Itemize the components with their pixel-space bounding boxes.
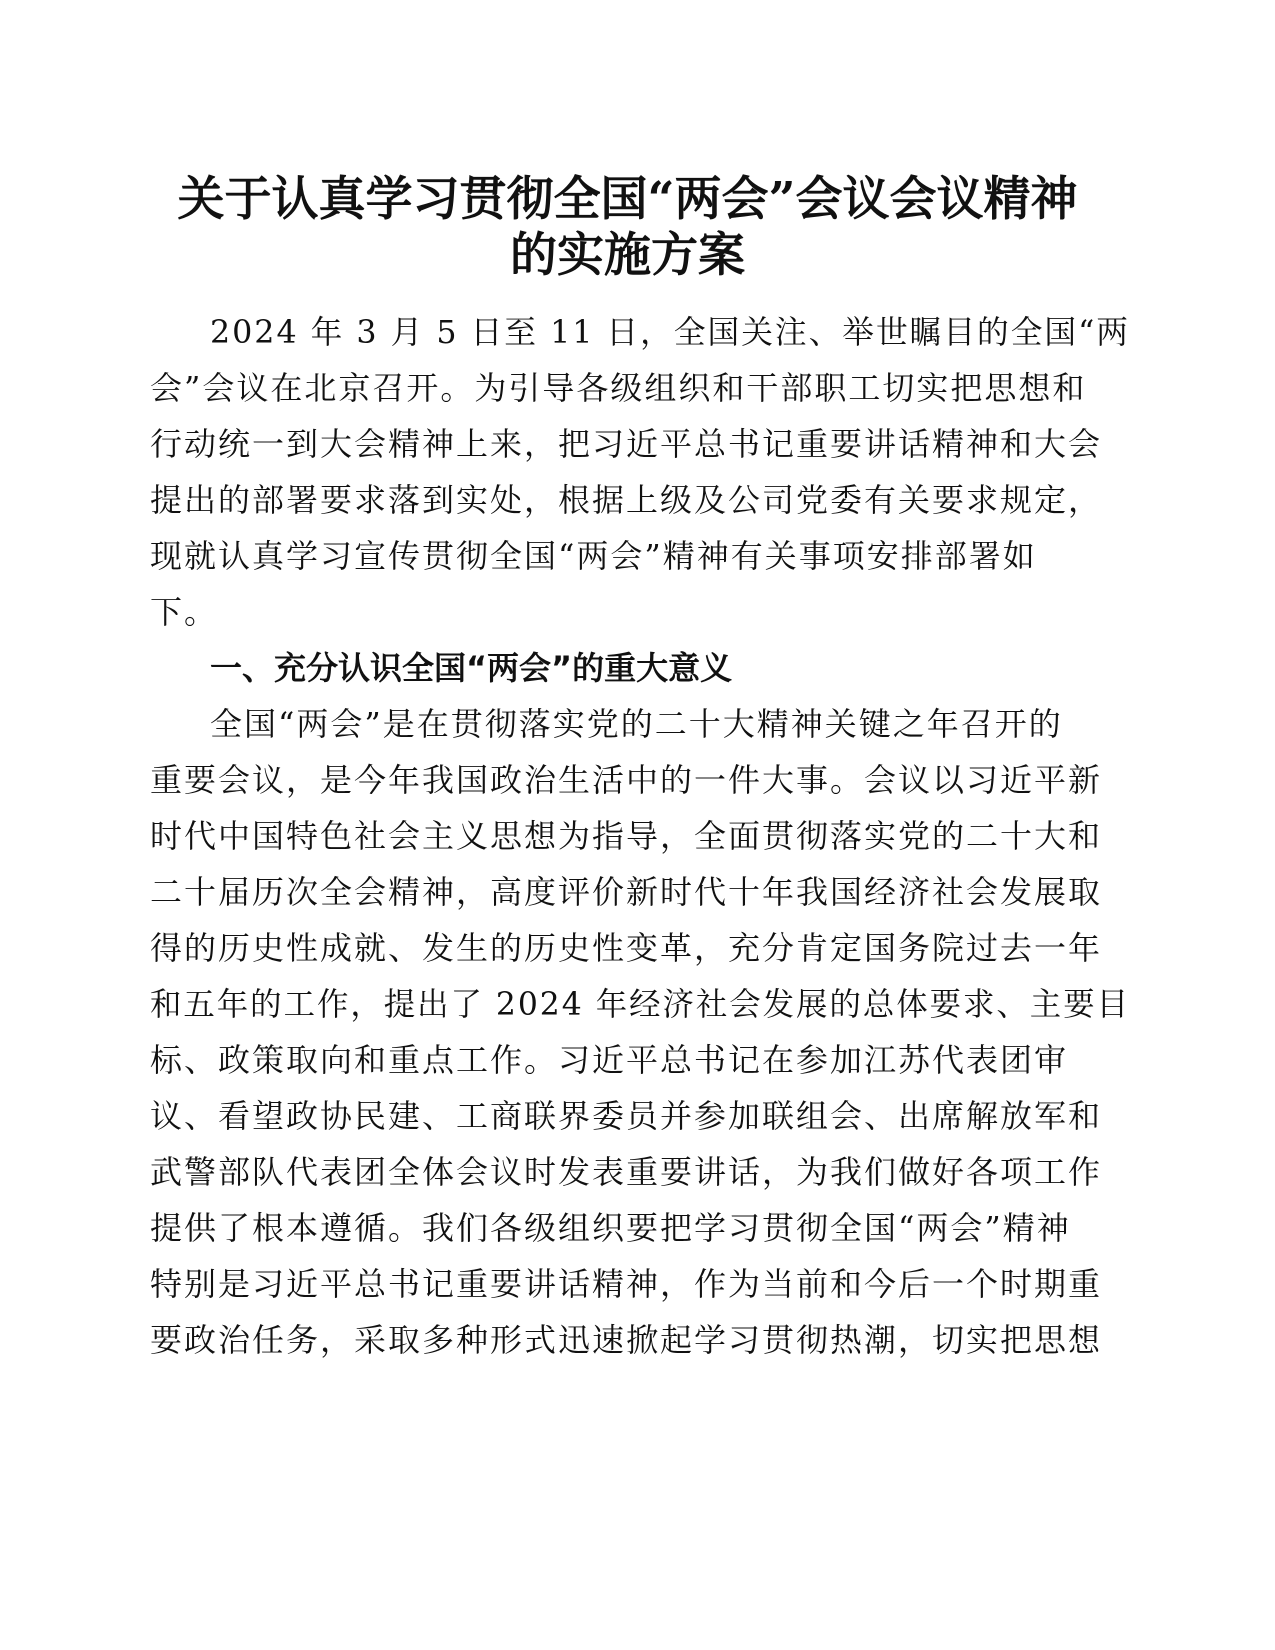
section-heading-1: 一、充分认识全国“两会”的重大意义 bbox=[210, 649, 733, 687]
section-1-paragraph-line: 重要会议，是今年我国政治生活中的一件大事。会议以习近平新 bbox=[150, 761, 1103, 799]
document-title-line-2: 的实施方案 bbox=[510, 228, 745, 283]
section-1-paragraph-line: 和五年的工作，提出了 2024 年经济社会发展的总体要求、主要目 bbox=[150, 985, 1130, 1023]
intro-paragraph-line: 提出的部署要求落到实处，根据上级及公司党委有关要求规定， bbox=[150, 481, 1103, 519]
section-1-paragraph-line: 标、政策取向和重点工作。习近平总书记在参加江苏代表团审 bbox=[150, 1041, 1069, 1079]
document-title-line-1: 关于认真学习贯彻全国“两会”会议会议精神 bbox=[177, 172, 1078, 227]
section-1-paragraph-line: 要政治任务，采取多种形式迅速掀起学习贯彻热潮，切实把思想 bbox=[150, 1321, 1103, 1359]
intro-paragraph-line: 下。 bbox=[150, 593, 219, 631]
intro-paragraph-line: 现就认真学习宣传贯彻全国“两会”精神有关事项安排部署如 bbox=[150, 537, 1037, 575]
section-1-paragraph-line: 得的历史性成就、发生的历史性变革，充分肯定国务院过去一年 bbox=[150, 929, 1103, 967]
section-1-paragraph-line: 特别是习近平总书记重要讲话精神，作为当前和今后一个时期重 bbox=[150, 1265, 1103, 1303]
section-1-paragraph-line: 武警部队代表团全体会议时发表重要讲话，为我们做好各项工作 bbox=[150, 1153, 1103, 1191]
section-1-paragraph-line: 全国“两会”是在贯彻落实党的二十大精神关键之年召开的 bbox=[210, 705, 1063, 743]
section-1-paragraph-line: 二十届历次全会精神，高度评价新时代十年我国经济社会发展取 bbox=[150, 873, 1103, 911]
section-1-paragraph-line: 提供了根本遵循。我们各级组织要把学习贯彻全国“两会”精神 bbox=[150, 1209, 1071, 1247]
intro-paragraph-line: 2024 年 3 月 5 日至 11 日，全国关注、举世瞩目的全国“两 bbox=[210, 313, 1130, 351]
intro-paragraph-line: 行动统一到大会精神上来，把习近平总书记重要讲话精神和大会 bbox=[150, 425, 1103, 463]
intro-paragraph-line: 会”会议在北京召开。为引导各级组织和干部职工切实把思想和 bbox=[150, 369, 1087, 407]
section-1-paragraph-line: 议、看望政协民建、工商联界委员并参加联组会、出席解放军和 bbox=[150, 1097, 1103, 1135]
section-1-paragraph-line: 时代中国特色社会主义思想为指导，全面贯彻落实党的二十大和 bbox=[150, 817, 1103, 855]
